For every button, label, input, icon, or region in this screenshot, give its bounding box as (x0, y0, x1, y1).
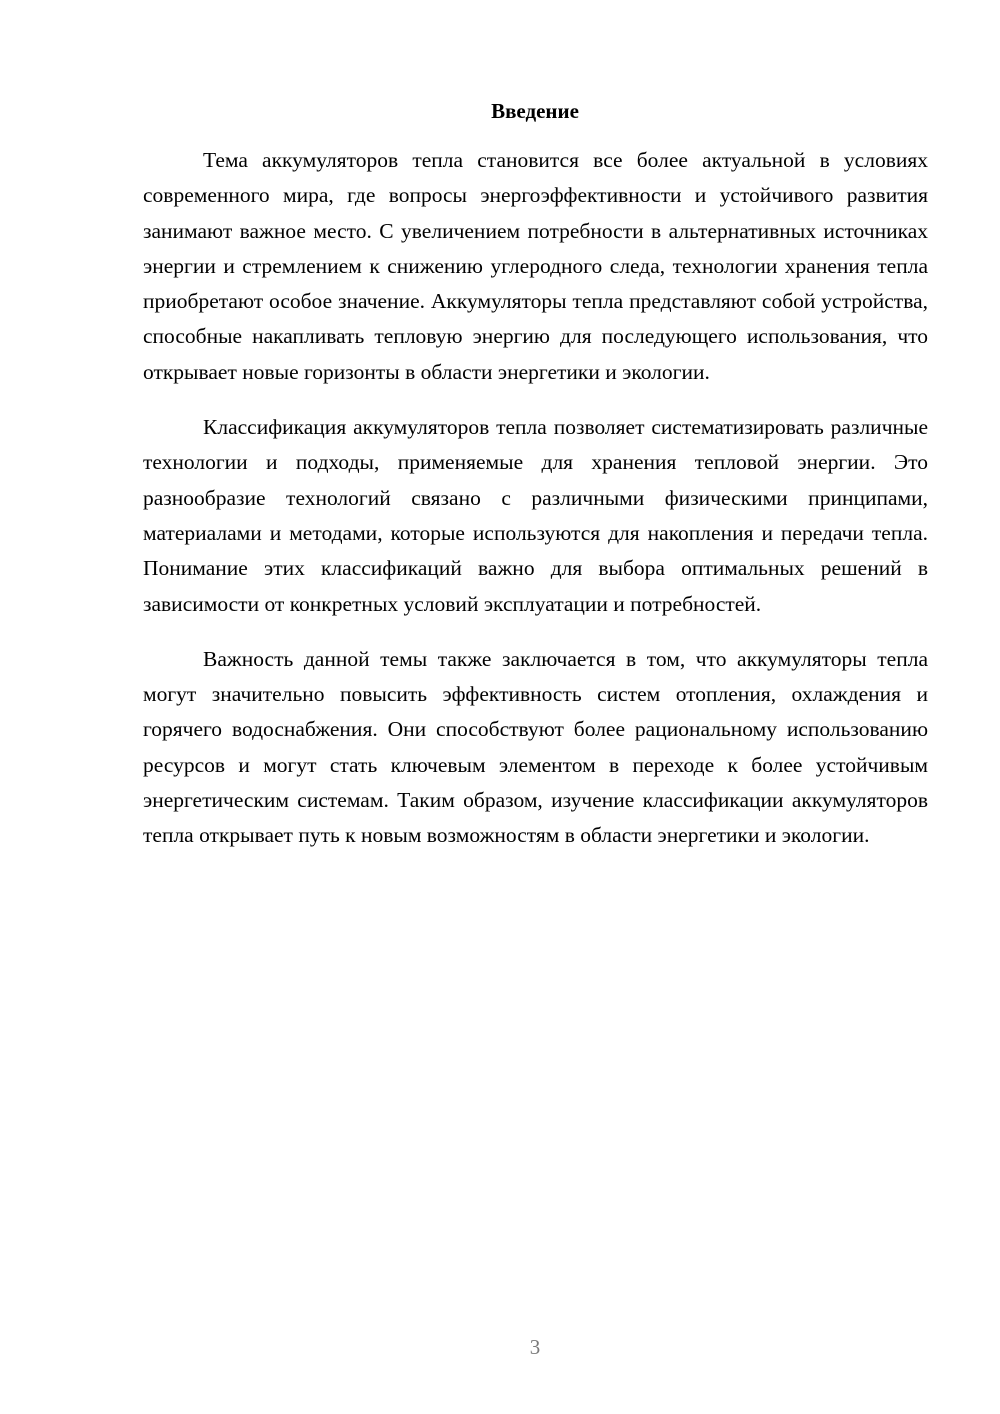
paragraph-1: Тема аккумуляторов тепла становится все более актуальной в условиях современного мира, где вопросы энергоэффективности и устойчивого развития занимают важное место. С увеличением потребности в альтернативных источниках энергии и стремлением к снижению углеродного следа, технологии хранения тепла приобретают особое значение. Аккумуляторы тепла представляют собой устройства, способные накапливать тепловую энергию для последующего использования, что открывает новые горизонты в области энергетики и экологии. (143, 148, 928, 384)
section-title: Введение (491, 99, 579, 123)
body-text (143, 143, 928, 874)
page-number: 3 (529, 1335, 541, 1359)
paragraph-2: Классификация аккумуляторов тепла позволяет систематизировать различные технологии и подходы, применяемые для хранения тепловой энергии. Это разнообразие технологий связано с различными физическими принципами, материалами и методами, которые используются для накопления и передачи тепла. Понимание этих классификаций важно для выбора оптимальных решений в зависимости от конкретных условий эксплуатации и потребностей. (143, 415, 928, 616)
paragraph-3: Важность данной темы также заключается в том, что аккумуляторы тепла могут значительно повысить эффективность систем отопления, охлаждения и горячего водоснабжения. Они способствуют более рациональному использованию ресурсов и могут стать ключевым элементом в переходе к более устойчивым энергетическим системам. Таким образом, изучение классификации аккумуляторов тепла открывает путь к новым возможностям в области энергетики и экологии. (143, 646, 928, 848)
